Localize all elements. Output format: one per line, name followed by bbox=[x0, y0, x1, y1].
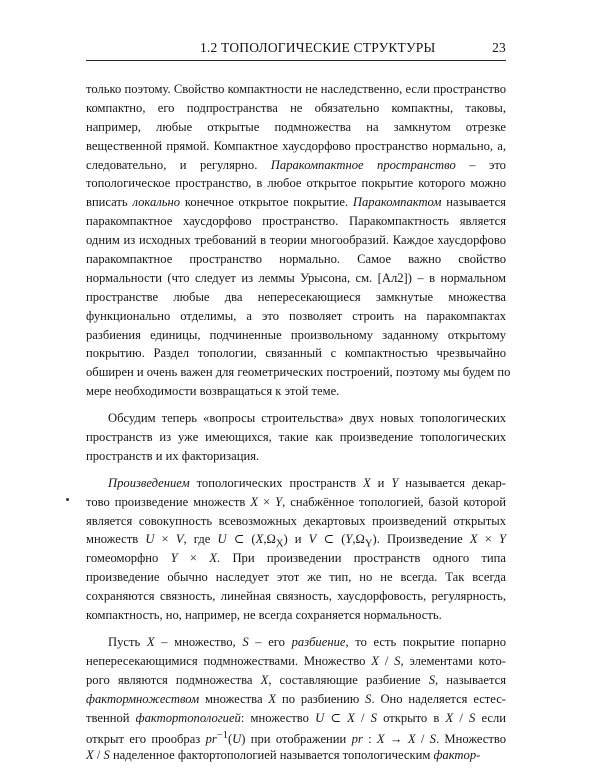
paragraph bbox=[86, 633, 506, 765]
text-line: Пусть X – множество, S – его разбиение, то есть покрытие попарно bbox=[108, 634, 506, 649]
text-line: пространств из уже имеющихся, такие как произведение топологических bbox=[86, 430, 506, 445]
text-line: вписать локально конечное открытое покрытие. Паракомпактом называется bbox=[86, 195, 506, 210]
text-line: нормальности (что следует из леммы Урысона, см. [Ал2]) – в нормальном bbox=[86, 270, 506, 285]
text-line: X / S наделенное фактортопологией называется топологическим фактор- bbox=[86, 748, 481, 763]
text-line: фактормножеством множества X по разбиению S. Оно наделяется естес- bbox=[86, 691, 506, 706]
text-line: паракомпактное пространство нормально. Самое важно свойство bbox=[86, 252, 506, 267]
text-line: рого являются подмножества X, составляющие разбиение S, называется bbox=[86, 672, 507, 687]
paragraph bbox=[86, 80, 511, 401]
text-line: одним из исходных требований в теории многообразий. Каждое хаусдорфово bbox=[86, 233, 506, 248]
text-line: разбиения единицы, подчиненные произвольному заданному открытому bbox=[86, 327, 506, 342]
text-line: открыт его прообраз $pr^{-1}(U)$ при отображении pr : X → X / S. Множество bbox=[86, 730, 507, 747]
paragraph bbox=[86, 474, 506, 625]
text-line: топологическое пространство, в любое открытое покрытие которого можно bbox=[86, 176, 506, 191]
text-line: компактно, его подпространства не обязательно компактны, таковы, bbox=[86, 100, 506, 115]
text-line: например, любые открытые подмножества на замкнутом отрезке bbox=[86, 119, 506, 134]
body-text bbox=[86, 80, 511, 773]
paragraph bbox=[86, 409, 506, 466]
running-header bbox=[86, 40, 506, 58]
text-line: паракомпактное хаусдорфово пространство. Паракомпактность является bbox=[86, 214, 506, 229]
text-line: пространстве любые два непересекающиеся замкнутые множества bbox=[86, 289, 506, 304]
text-line: компактность, но, например, не всегда сохраняется нормальность. bbox=[86, 608, 442, 623]
text-line: сохраняются связность, линейная связность, хаусдорфовость, регулярность, bbox=[86, 589, 506, 604]
text-line: твенной фактортопологией: множество U ⊂ X / S открыто в X / S если bbox=[86, 710, 507, 725]
text-line: гомеоморфно Y × X. При произведении пространств одного типа bbox=[86, 551, 506, 566]
text-line: является совокупность всевозможных декартовых произведений открытых bbox=[86, 513, 506, 528]
text-line: тово произведение множеств X × Y, снабжённое топологией, базой которой bbox=[86, 494, 507, 509]
text-line: следовательно, и регулярно. Паракомпактное пространство – это bbox=[86, 157, 506, 172]
page-number: 23 bbox=[492, 40, 506, 55]
text-line: покрытию. Раздел топологии, связанный с компактностью чрезвычайно bbox=[86, 346, 506, 361]
text-line: вещественной прямой. Компактное хаусдорфово пространство нормально, а, bbox=[86, 138, 506, 153]
header-rule bbox=[86, 60, 506, 61]
text-line: обширен и очень важен для геометрических построений, поэтому мы будем по bbox=[86, 365, 511, 380]
text-line: пространств и их факторизация. bbox=[86, 448, 260, 463]
text-line: произведение обычно наследует этот же тип, но не всегда. Так всегда bbox=[86, 570, 506, 585]
text-line: множеств U × V, где U ⊂ $(X,\Omega_X)$ и V ⊂ $(Y,\Omega_Y)$. Произведение X × Y bbox=[86, 532, 507, 550]
text-line: мере необходимости возвращаться к этой теме. bbox=[86, 384, 340, 399]
text-line: Обсудим теперь «вопросы строительства» двух новых топологических bbox=[108, 411, 506, 426]
text-line: непересекающимися подмножествами. Множество X / S, элементами кото- bbox=[86, 653, 507, 668]
section-title: 1.2 ТОПОЛОГИЧЕСКИЕ СТРУКТУРЫ bbox=[200, 40, 436, 55]
margin-dot bbox=[66, 498, 69, 501]
text-line: функционально отделимы, а это позволяет строить на паракомпактах bbox=[86, 308, 506, 323]
text-line: только поэтому. Свойство компактности не наследственно, если пространство bbox=[86, 82, 506, 96]
text-line: Произведением топологических пространств X и Y называется декар- bbox=[108, 475, 506, 490]
